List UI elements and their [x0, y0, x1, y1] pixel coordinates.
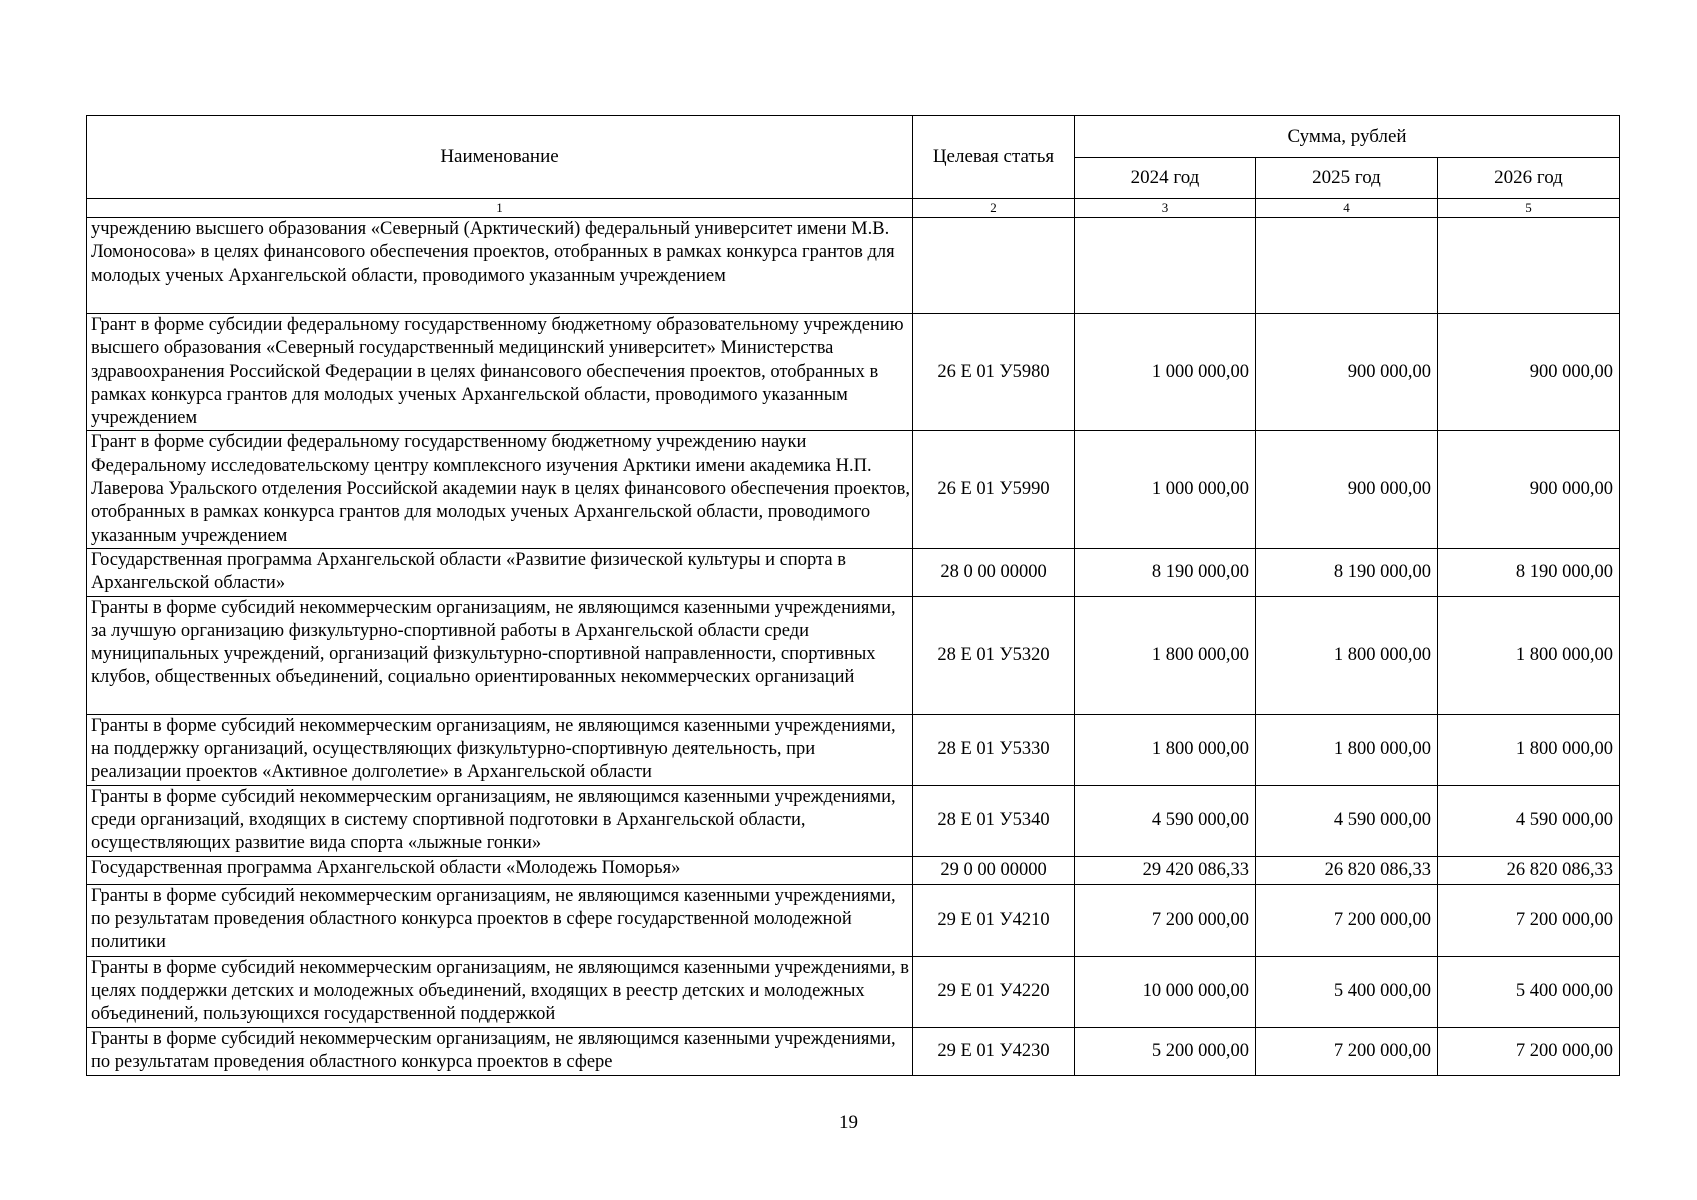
row-name: Грант в форме субсидии федеральному государственному бюджетному учреждению науки Федеральному исследовательскому центру комплексного изучения Арктики имени академика Н.П. Лаверова Уральского отделения Российской академии наук в целях финансового обеспечения проектов, отобранных в рамках конкурса грантов для молодых ученых Архангельской области, проводимого указанным учреждением	[87, 431, 913, 548]
row-sum-2025: 1 800 000,00	[1256, 596, 1438, 714]
row-name: Гранты в форме субсидий некоммерческим организациям, не являющимся казенными учреждениями, на поддержку организаций, осуществляющих физкультурно-спортивную деятельность, при реализации проектов «Активное долголетие» в Архангельской области	[87, 714, 913, 785]
row-name: учреждению высшего образования «Северный (Арктический) федеральный университет имени М.В. Ломоносова» в целях финансового обеспечения проектов, отобранных в рамках конкурса грантов для молодых ученых Архангельской области, проводимого указанным учреждением	[87, 218, 913, 314]
table-row	[87, 548, 1620, 596]
row-sum-2026: 4 590 000,00	[1438, 785, 1620, 856]
row-sum-2025: 8 190 000,00	[1256, 548, 1438, 596]
row-name: Гранты в форме субсидий некоммерческим организациям, не являющимся казенными учреждениями, по результатам проведения областного конкурса проектов в сфере государственной молодежной политики	[87, 884, 913, 956]
table-row	[87, 431, 1620, 548]
row-sum-2026: 1 800 000,00	[1438, 714, 1620, 785]
column-number: 3	[1075, 199, 1256, 218]
row-code	[913, 218, 1075, 314]
header-year-2025: 2025 год	[1256, 158, 1438, 199]
table-row	[87, 856, 1620, 884]
row-sum-2025: 7 200 000,00	[1256, 884, 1438, 956]
budget-table	[86, 115, 1620, 1076]
row-sum-2024: 1 800 000,00	[1075, 714, 1256, 785]
row-code: 29 0 00 00000	[913, 856, 1075, 884]
row-sum-2025: 7 200 000,00	[1256, 1027, 1438, 1075]
header-name: Наименование	[87, 116, 913, 199]
header-code: Целевая статья	[913, 116, 1075, 199]
row-sum-2024: 8 190 000,00	[1075, 548, 1256, 596]
table-row	[87, 596, 1620, 714]
row-sum-2026: 900 000,00	[1438, 431, 1620, 548]
row-code: 29 Е 01 У4230	[913, 1027, 1075, 1075]
row-code: 29 Е 01 У4220	[913, 956, 1075, 1027]
table-row	[87, 785, 1620, 856]
row-code: 28 Е 01 У5340	[913, 785, 1075, 856]
row-sum-2025: 5 400 000,00	[1256, 956, 1438, 1027]
row-code: 28 Е 01 У5320	[913, 596, 1075, 714]
row-sum-2026: 7 200 000,00	[1438, 1027, 1620, 1075]
column-number: 1	[87, 199, 913, 218]
table-row	[87, 1027, 1620, 1075]
row-code: 26 Е 01 У5990	[913, 431, 1075, 548]
row-sum-2026: 8 190 000,00	[1438, 548, 1620, 596]
row-sum-2026: 900 000,00	[1438, 314, 1620, 431]
row-sum-2024: 10 000 000,00	[1075, 956, 1256, 1027]
header-year-2024: 2024 год	[1075, 158, 1256, 199]
table-row	[87, 956, 1620, 1027]
row-name: Гранты в форме субсидий некоммерческим организациям, не являющимся казенными учреждениями, за лучшую организацию физкультурно-спортивной работы в Архангельской области среди муниципальных учреждений, организаций физкультурно-спортивной направленности, спортивных клубов, общественных объединений, социально ориентированных некоммерческих организаций	[87, 596, 913, 714]
table-row	[87, 218, 1620, 314]
column-number: 4	[1256, 199, 1438, 218]
header-year-2026: 2026 год	[1438, 158, 1620, 199]
row-name: Государственная программа Архангельской области «Развитие физической культуры и спорта в Архангельской области»	[87, 548, 913, 596]
row-sum-2024: 5 200 000,00	[1075, 1027, 1256, 1075]
table-row	[87, 884, 1620, 956]
row-sum-2025: 1 800 000,00	[1256, 714, 1438, 785]
row-sum-2025: 26 820 086,33	[1256, 856, 1438, 884]
row-name: Гранты в форме субсидий некоммерческим организациям, не являющимся казенными учреждениями, в целях поддержки детских и молодежных объединений, входящих в реестр детских и молодежных объединений, пользующихся государственной поддержкой	[87, 956, 913, 1027]
column-number: 5	[1438, 199, 1620, 218]
row-sum-2024: 1 000 000,00	[1075, 431, 1256, 548]
row-sum-2024	[1075, 218, 1256, 314]
row-sum-2026	[1438, 218, 1620, 314]
row-name: Гранты в форме субсидий некоммерческим организациям, не являющимся казенными учреждениями, среди организаций, входящих в систему спортивной подготовки в Архангельской области, осуществляющих развитие вида спорта «лыжные гонки»	[87, 785, 913, 856]
row-sum-2026: 5 400 000,00	[1438, 956, 1620, 1027]
row-sum-2026: 1 800 000,00	[1438, 596, 1620, 714]
row-sum-2026: 26 820 086,33	[1438, 856, 1620, 884]
row-sum-2025	[1256, 218, 1438, 314]
row-code: 26 Е 01 У5980	[913, 314, 1075, 431]
row-sum-2025: 900 000,00	[1256, 431, 1438, 548]
row-code: 28 Е 01 У5330	[913, 714, 1075, 785]
row-code: 29 Е 01 У4210	[913, 884, 1075, 956]
row-sum-2024: 4 590 000,00	[1075, 785, 1256, 856]
column-number: 2	[913, 199, 1075, 218]
row-name: Гранты в форме субсидий некоммерческим организациям, не являющимся казенными учреждениями, по результатам проведения областного конкурса проектов в сфере	[87, 1027, 913, 1075]
row-sum-2024: 1 000 000,00	[1075, 314, 1256, 431]
row-sum-2025: 900 000,00	[1256, 314, 1438, 431]
row-name: Грант в форме субсидии федеральному государственному бюджетному образовательному учреждению высшего образования «Северный государственный медицинский университет» Министерства здравоохранения Российской Федерации в целях финансового обеспечения проектов, отобранных в рамках конкурса грантов для молодых ученых Архангельской области, проводимого указанным учреждением	[87, 314, 913, 431]
row-sum-2026: 7 200 000,00	[1438, 884, 1620, 956]
row-code: 28 0 00 00000	[913, 548, 1075, 596]
table-row	[87, 714, 1620, 785]
row-sum-2024: 29 420 086,33	[1075, 856, 1256, 884]
row-sum-2024: 1 800 000,00	[1075, 596, 1256, 714]
row-sum-2024: 7 200 000,00	[1075, 884, 1256, 956]
row-sum-2025: 4 590 000,00	[1256, 785, 1438, 856]
header-sum: Сумма, рублей	[1075, 116, 1620, 158]
row-name: Государственная программа Архангельской области «Молодежь Поморья»	[87, 856, 913, 884]
table-row	[87, 314, 1620, 431]
page-number: 19	[839, 1112, 858, 1133]
